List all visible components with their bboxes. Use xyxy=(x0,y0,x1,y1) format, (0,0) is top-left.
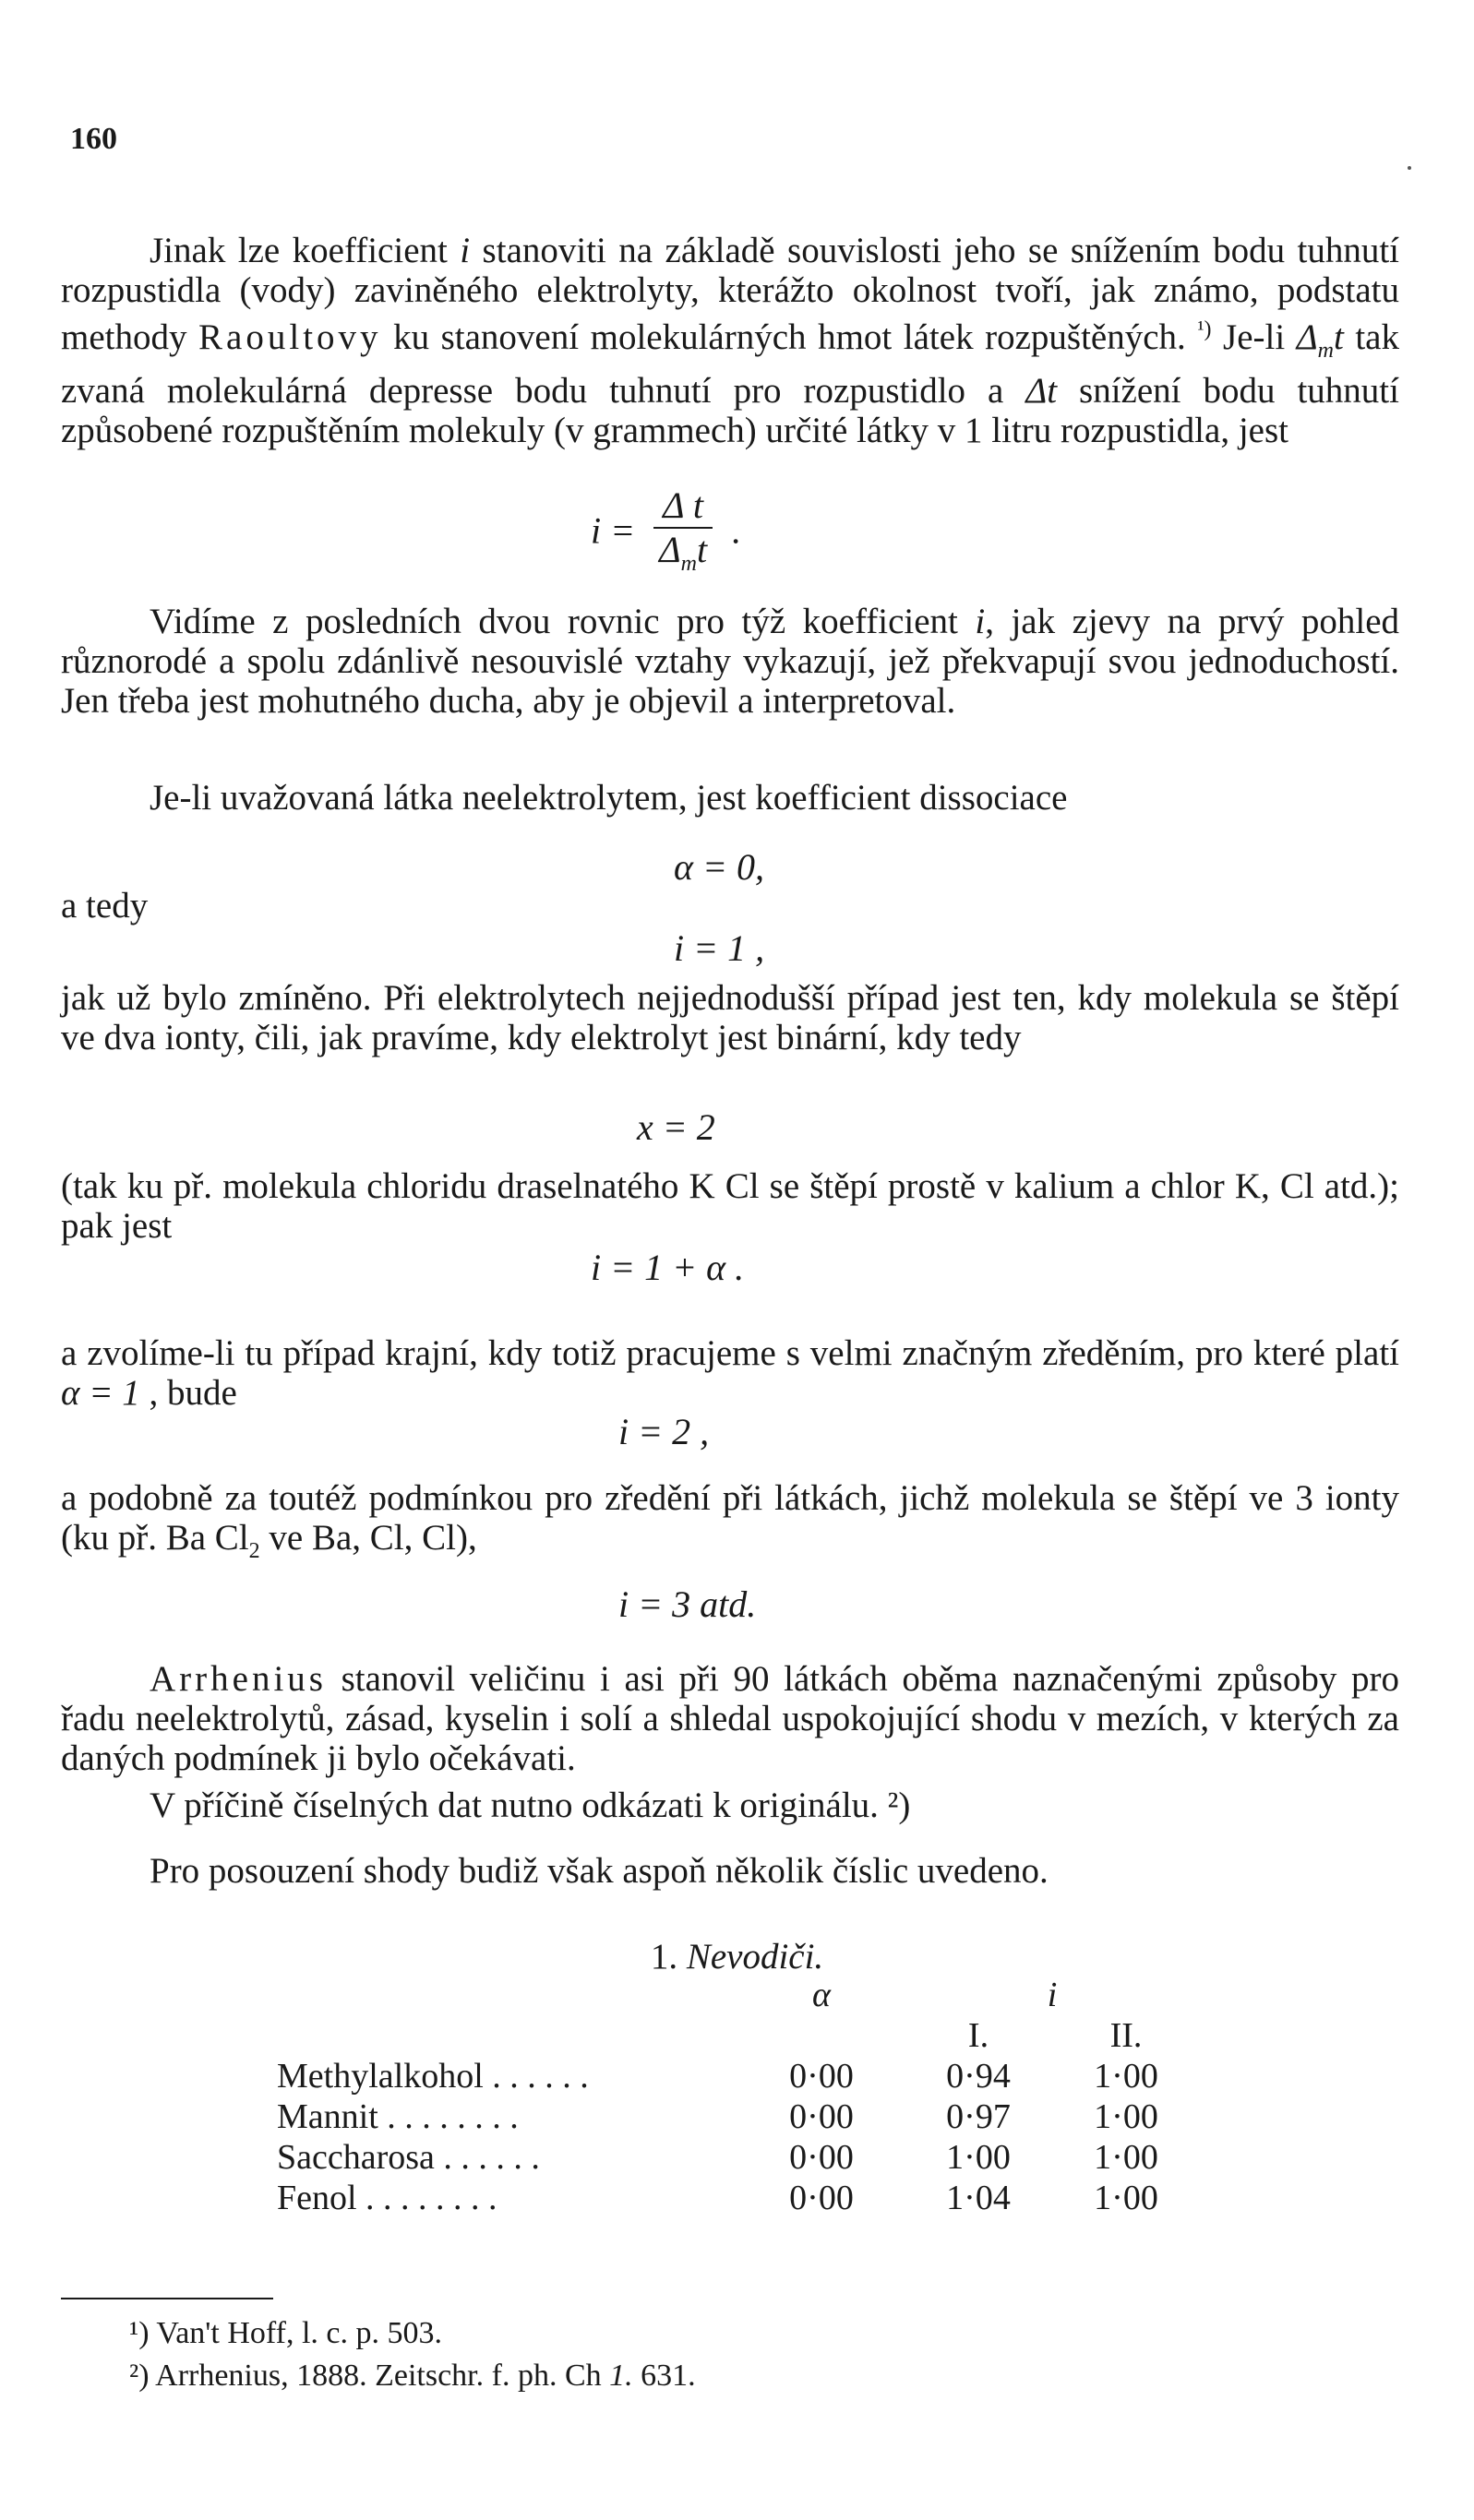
p6-alpha-one: α = 1 xyxy=(61,1373,140,1413)
footnote-2-mark: ²) xyxy=(129,2359,150,2393)
p1-delta-t: Δt xyxy=(1025,370,1058,411)
footnote-rule xyxy=(61,2298,273,2299)
p1-footnote-ref: ¹) xyxy=(1197,317,1212,341)
footnote-2-text-a: Arrhenius, 1888. Zeitschr. f. ph. Ch xyxy=(155,2359,610,2393)
paragraph-7 xyxy=(61,1478,1399,1571)
p8-text: stanovil veličinu i asi při 90 látkách oběma naznačenými způsoby pro řadu neelektrolytů, zásad, kyselin i solí a shledal uspokojující shodu v mezích, v kterých za daných podmínek ji bylo očekávati. xyxy=(61,1659,1399,1778)
p1-name-raoult: Raoultovy xyxy=(198,317,382,357)
footnote-2-text-b: 631. xyxy=(632,2359,696,2393)
row-alpha: 0·00 xyxy=(789,2057,854,2096)
footnote-1-mark: ¹) xyxy=(129,2316,150,2350)
p1-text-d: Je-li xyxy=(1211,317,1297,357)
p1-text-c: ku stanovení molekulárných hmot látek rozpuštěných. xyxy=(381,317,1198,357)
p2-var-i: i xyxy=(975,602,986,641)
p2-text-a: Vidíme z posledních dvou rovnic pro týž koefficient xyxy=(150,602,976,641)
p1-text-f: snížení bodu tuhnutí způsobené rozpuštěním molekuly (v grammech) určité látky v 1 litru rozpustidla, jest xyxy=(61,370,1399,450)
p1-text-a: Jinak lze koefficient xyxy=(150,231,461,270)
row-i2: 1·00 xyxy=(1094,2179,1158,2217)
p1-delta-m: $\Delta_mt$ xyxy=(1296,317,1344,363)
eq1-period: . xyxy=(731,509,741,552)
eq1-numerator: Δ t xyxy=(653,484,713,529)
row-i2: 1·00 xyxy=(1094,2057,1158,2096)
eq1-denominator: $\Delta_mt$ xyxy=(659,529,708,576)
paragraph-8 xyxy=(61,1659,1399,1778)
p7-text-a: a podobně za toutéž podmínkou pro zředění při látkách, jichž molekula se štěpí ve 3 ionty (ku př. Ba Cl xyxy=(61,1478,1399,1558)
row-i1: 1·00 xyxy=(946,2138,1011,2177)
p7-text-b: ve Ba, Cl, Cl), xyxy=(259,1518,477,1558)
equation-x-two: x = 2 xyxy=(637,1106,715,1148)
row-name: Fenol . . . . . . . . xyxy=(277,2179,497,2217)
paragraph-3: Je-li uvažovaná látka neelektrolytem, jest koefficient dissociace xyxy=(150,778,1068,818)
eq1-lhs: i = xyxy=(591,509,636,552)
paragraph-5: (tak ku př. molekula chloridu draselnatého K Cl se štěpí prostě v kalium a chlor K, Cl atd.); pak jest xyxy=(61,1166,1399,1246)
paragraph-2 xyxy=(61,602,1399,721)
eq1-fraction xyxy=(650,484,716,585)
header-col-1: I. xyxy=(967,2016,989,2055)
speck-mark xyxy=(1408,166,1411,170)
text-a-tedy: a tedy xyxy=(61,886,149,926)
p1-text-e: tak zvaná molekulárná depresse bodu tuhnutí pro rozpustidlo a xyxy=(61,317,1399,411)
row-i1: 0·94 xyxy=(946,2057,1011,2096)
equation-i-one: i = 1 , xyxy=(674,927,765,969)
row-i2: 1·00 xyxy=(1094,2097,1158,2136)
header-alpha: α xyxy=(812,1976,831,2014)
equation-alpha-zero: α = 0, xyxy=(674,846,764,888)
header-col-2: II. xyxy=(1109,2016,1143,2055)
row-i2: 1·00 xyxy=(1094,2138,1158,2177)
table-caption-number: 1. xyxy=(650,1937,678,1977)
footnote-1-text: Van't Hoff, l. c. p. 503. xyxy=(156,2316,442,2350)
row-i1: 1·04 xyxy=(946,2179,1011,2217)
footnote-2 xyxy=(129,2359,696,2394)
row-i1: 0·97 xyxy=(946,2097,1011,2136)
paragraph-9: V příčině číselných dat nutno odkázati k originálu. ²) xyxy=(150,1785,911,1825)
footnote-1 xyxy=(129,2316,442,2351)
row-alpha: 0·00 xyxy=(789,2138,854,2177)
table-caption-title: Nevodiči. xyxy=(686,1937,824,1977)
equation-i-three: i = 3 atd. xyxy=(618,1583,757,1625)
row-alpha: 0·00 xyxy=(789,2097,854,2136)
footnote-2-volume: 1. xyxy=(609,2359,633,2393)
equation-i-two: i = 2 , xyxy=(618,1411,710,1452)
p7-subscript: 2 xyxy=(248,1538,260,1563)
equation-i-one-plus-alpha: i = 1 + α . xyxy=(591,1247,745,1288)
row-name: Saccharosa . . . . . . xyxy=(277,2138,540,2177)
paragraph-1 xyxy=(61,231,1399,450)
header-i: i xyxy=(1047,1976,1058,2014)
row-name: Mannit . . . . . . . . xyxy=(277,2097,519,2136)
paragraph-6 xyxy=(61,1333,1399,1413)
p1-text-b: stanoviti na základě souvislosti jeho se snížením bodu tuhnutí rozpustidla (vody) zaviněného elektrolyty, kterážto okolnost tvoří, jak známo, podstatu methody xyxy=(61,231,1399,357)
row-alpha: 0·00 xyxy=(789,2179,854,2217)
page-number: 160 xyxy=(70,122,117,156)
p6-text-b: , bude xyxy=(139,1373,237,1413)
table-caption xyxy=(0,1936,1474,1977)
p6-text-a: a zvolíme-li tu případ krajní, kdy totiž pracujeme s velmi značným zředěním, pro které platí xyxy=(61,1333,1399,1373)
p1-var-i: i xyxy=(460,231,471,270)
paragraph-10: Pro posouzení shody budiž však aspoň několik číslic uvedeno. xyxy=(150,1851,1049,1891)
p8-name-arrhenius: Arrhenius xyxy=(150,1659,327,1699)
p2-text-b: , jak zjevy na prvý pohled různorodé a spolu zdánlivě nesouvislé vztahy vykazují, jež překvapují svou jednoduchostí. Jen třeba jest mohutného ducha, aby je objevil a interpretoval. xyxy=(61,602,1400,721)
paragraph-4: jak už bylo zmíněno. Při elektrolytech nejjednodušší případ jest ten, kdy molekula se štěpí ve dva ionty, čili, jak pravíme, kdy elektrolyt jest binární, kdy tedy xyxy=(61,978,1399,1057)
row-name: Methylalkohol . . . . . . xyxy=(277,2057,589,2096)
equation-i-ratio xyxy=(591,484,740,585)
